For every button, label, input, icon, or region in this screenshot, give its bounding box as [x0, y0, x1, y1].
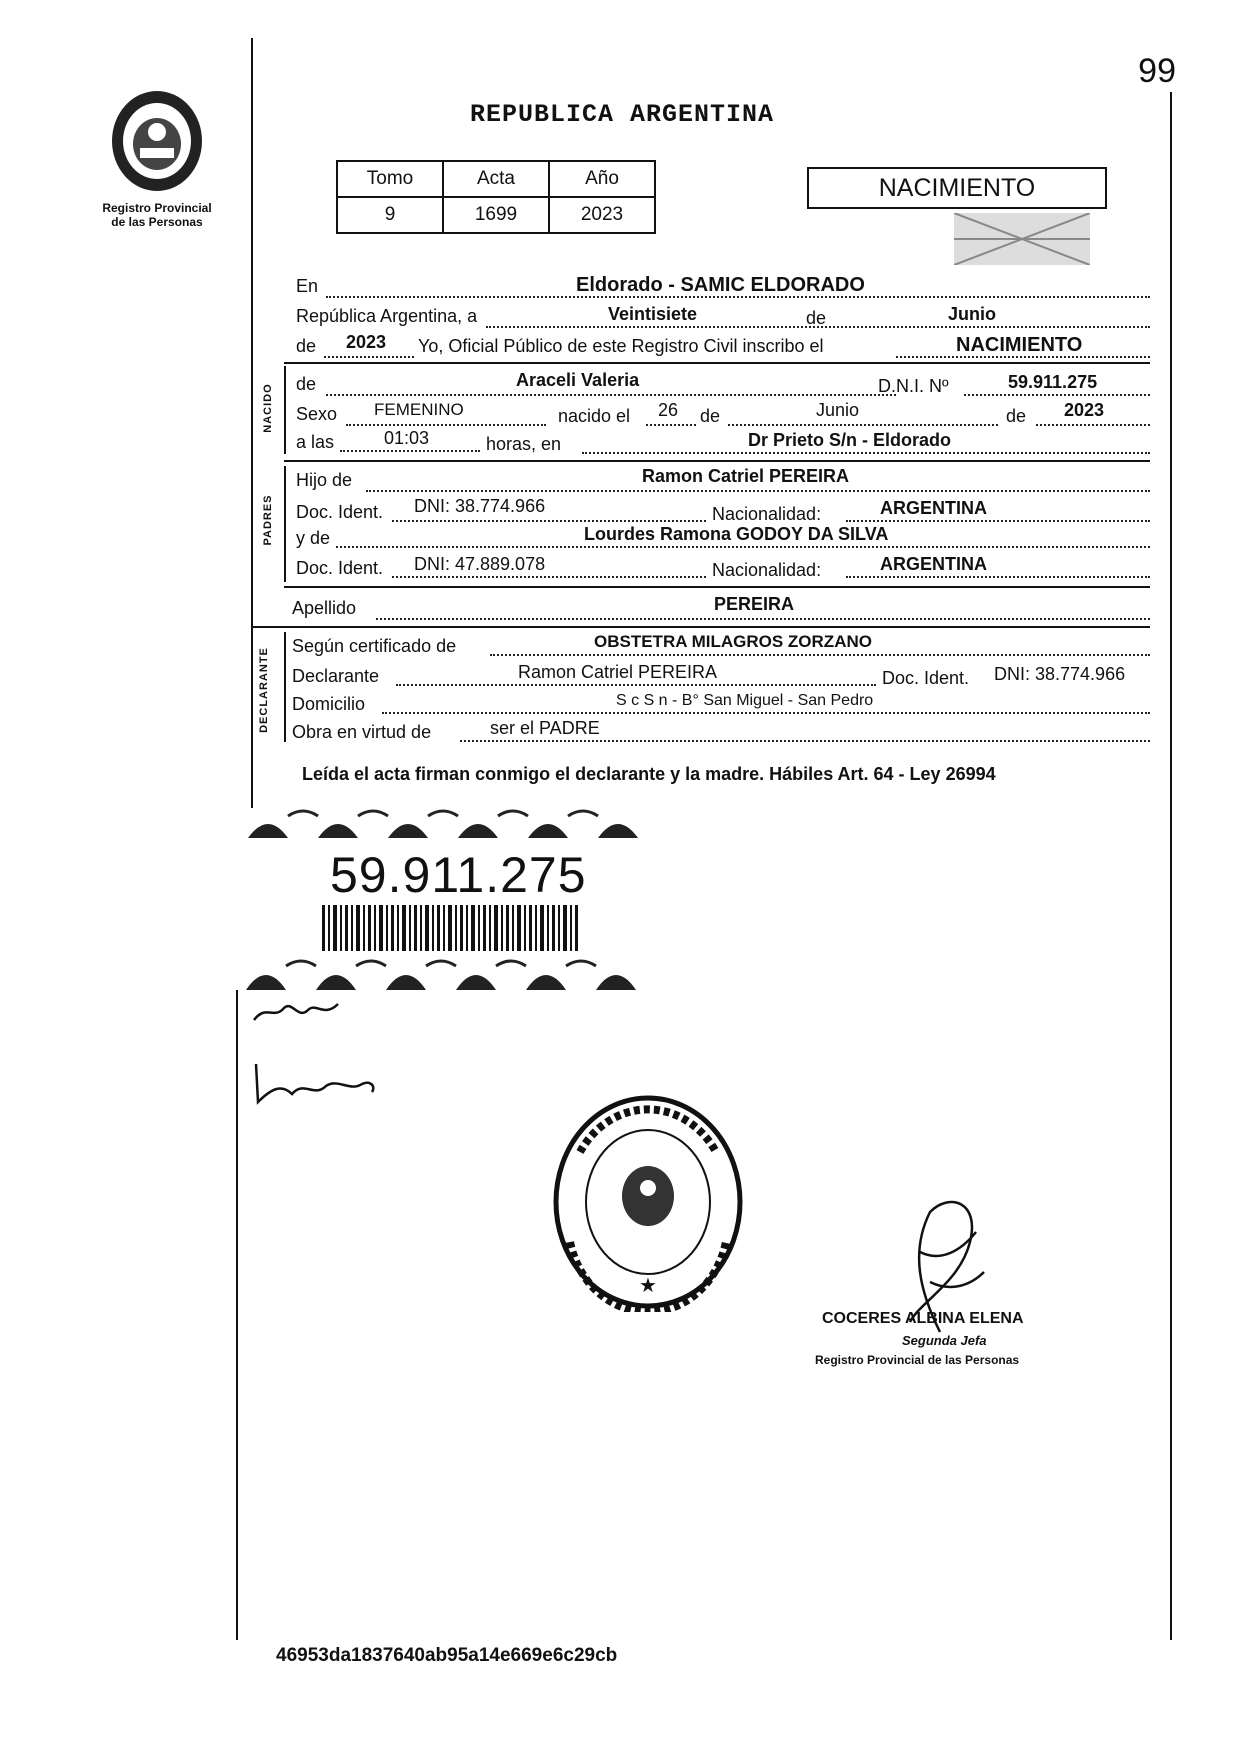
value-month: Junio	[948, 304, 996, 324]
label-oficial: Yo, Oficial Público de este Registro Civil inscribo el	[418, 336, 824, 356]
value-year: 2023	[346, 332, 387, 352]
identity-number: 59.911.275	[330, 847, 587, 903]
label-sexo: Sexo	[296, 404, 338, 424]
row-domicilio	[292, 690, 1150, 716]
value-birth-month: Junio	[816, 400, 860, 420]
value-place: Eldorado - SAMIC ELDORADO	[576, 274, 865, 296]
label-en: En	[296, 276, 319, 296]
row-mother-doc	[296, 554, 1150, 580]
signatory-role: Segunda Jefa	[902, 1333, 987, 1348]
signatory-name: COCERES ALBINA ELENA	[822, 1310, 1024, 1327]
side-label-padres: PADRES	[262, 494, 274, 546]
row-date	[296, 304, 1150, 330]
province-seal-icon	[102, 86, 212, 196]
label-y-de: y de	[296, 528, 331, 548]
label-dni: D.N.I. Nº	[878, 376, 949, 396]
side-label-nacido: NACIDO	[262, 383, 274, 433]
value-domicilio: S c S n - B° San Miguel - San Pedro	[616, 692, 874, 709]
side-label-declarante: DECLARANTE	[258, 647, 270, 733]
declarante-bracket	[284, 632, 286, 742]
label-de-name: de	[296, 374, 317, 394]
security-band-top-icon	[248, 806, 688, 840]
divider-2	[284, 460, 1150, 462]
table-value-tomo: 9	[337, 197, 443, 233]
value-declarante: Ramon Catriel PEREIRA	[518, 662, 718, 682]
table-header-acta: Acta	[443, 161, 549, 197]
row-declarante	[292, 662, 1150, 688]
registry-logo	[92, 86, 222, 229]
barcode-icon	[322, 905, 582, 951]
nacido-bracket	[284, 366, 286, 454]
value-mother-name: Lourdes Ramona GODOY DA SILVA	[584, 524, 889, 544]
divider-1	[284, 362, 1150, 364]
label-declarante: Declarante	[292, 666, 380, 686]
label-de: de	[806, 308, 827, 328]
value-sexo: FEMENINO	[374, 400, 464, 419]
logo-caption-line2: de las Personas	[111, 215, 203, 229]
row-apellido	[292, 594, 1150, 620]
table-value-acta: 1699	[443, 197, 549, 233]
table-header-tomo: Tomo	[337, 161, 443, 197]
label-de-year: de	[296, 336, 317, 356]
label-apellido: Apellido	[292, 598, 357, 618]
value-day-words: Veintisiete	[608, 304, 698, 324]
value-father-nat: ARGENTINA	[880, 498, 987, 518]
page-title: REPUBLICA ARGENTINA	[469, 100, 775, 129]
value-mother-nat: ARGENTINA	[880, 554, 987, 574]
label-doc-ident-mother: Doc. Ident.	[296, 558, 384, 578]
padres-bracket	[284, 466, 286, 582]
row-certificate	[292, 632, 1150, 658]
label-segun: Según certificado de	[292, 636, 457, 656]
value-mother-doc: DNI: 47.889.078	[414, 554, 546, 574]
table-header-anio: Año	[549, 161, 655, 197]
value-name: Araceli Valeria	[516, 370, 640, 390]
document-hash: 46953da1837640ab95a14e669e6c29cb	[276, 1645, 618, 1666]
row-father	[296, 466, 1150, 492]
closing-note: Leída el acta firman conmigo el declarante y la madre. Hábiles Art. 64 - Ley 26994	[302, 764, 996, 784]
label-doc-ident-father: Doc. Ident.	[296, 502, 384, 522]
declarant-signature-icon	[252, 996, 342, 1026]
label-a-las: a las	[296, 432, 335, 452]
value-apellido: PEREIRA	[714, 594, 795, 614]
signatory-org: Registro Provincial de las Personas	[815, 1353, 1020, 1367]
value-dni: 59.911.275	[1008, 372, 1098, 392]
label-declarante-doc: Doc. Ident.	[882, 668, 970, 688]
divider-4	[252, 626, 1150, 628]
label-horas-en: horas, en	[486, 434, 562, 454]
security-band-bottom-icon	[236, 956, 686, 992]
label-nacionalidad-mother: Nacionalidad:	[712, 560, 822, 580]
row-obra	[292, 718, 1150, 744]
left-margin-line	[251, 38, 253, 808]
row-name	[296, 370, 1150, 396]
value-hour: 01:03	[384, 428, 430, 448]
value-inscribe-type: NACIMIENTO	[956, 334, 1083, 356]
registry-table	[336, 160, 656, 234]
value-birth-day: 26	[658, 400, 679, 420]
label-domicilio: Domicilio	[292, 694, 366, 714]
label-de-year2: de	[1006, 406, 1027, 426]
label-de-month: de	[700, 406, 721, 426]
value-father-doc: DNI: 38.774.966	[414, 496, 546, 516]
value-declarante-doc: DNI: 38.774.966	[994, 664, 1126, 684]
label-nacionalidad-father: Nacionalidad:	[712, 504, 822, 524]
serial-stamp-icon	[954, 213, 1090, 265]
row-hour-place	[296, 428, 1150, 454]
value-birth-place: Dr Prieto S/n - Eldorado	[748, 430, 952, 450]
left-margin-line-lower	[236, 990, 238, 1640]
row-inscription	[296, 332, 1150, 358]
record-type-box: NACIMIENTO	[807, 167, 1107, 209]
row-place	[296, 274, 1150, 300]
row-mother	[296, 524, 1150, 550]
mother-signature-icon	[252, 1058, 380, 1108]
divider-3	[284, 586, 1150, 588]
page-number: 99	[1138, 52, 1176, 90]
label-obra: Obra en virtud de	[292, 722, 432, 742]
label-republica: República Argentina, a	[296, 306, 478, 326]
value-birth-year: 2023	[1064, 400, 1105, 420]
label-hijo-de: Hijo de	[296, 470, 353, 490]
value-certificate-by: OBSTETRA MILAGROS ZORZANO	[594, 632, 872, 651]
logo-caption-line1: Registro Provincial	[102, 201, 212, 215]
row-sex-birth	[296, 400, 1150, 426]
svg-text:★: ★	[639, 1273, 657, 1297]
label-nacido-el: nacido el	[558, 406, 631, 426]
value-obra: ser el PADRE	[490, 718, 600, 738]
value-father-name: Ramon Catriel PEREIRA	[642, 466, 850, 486]
table-value-anio: 2023	[549, 197, 655, 233]
official-stamp-icon	[550, 1092, 746, 1312]
row-father-doc	[296, 496, 1150, 522]
right-margin-line	[1170, 92, 1172, 1640]
